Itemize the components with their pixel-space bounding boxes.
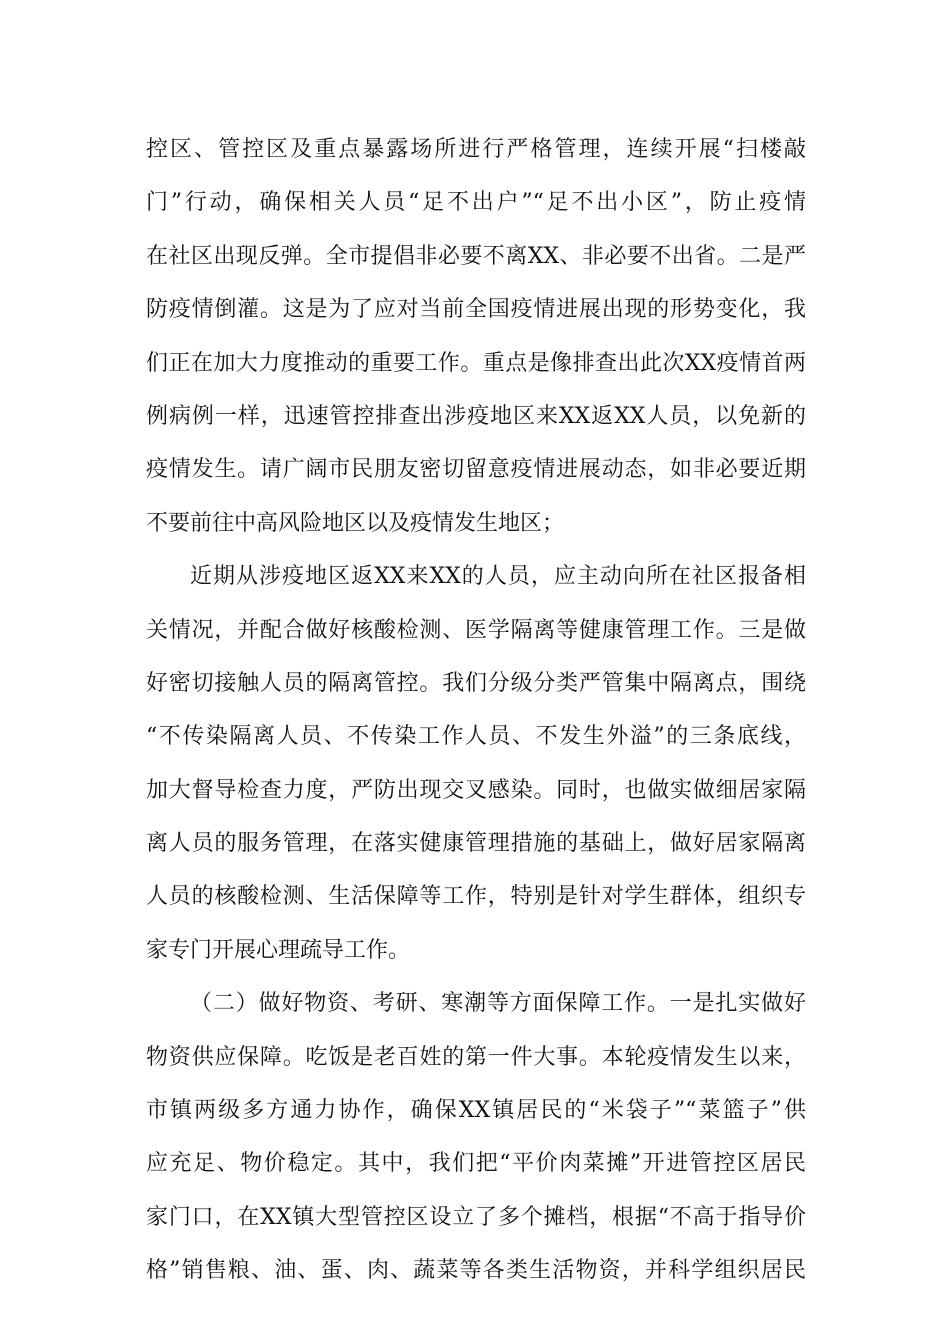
text-line: 离人员的服务管理，在落实健康管理措施的基础上，做好居家隔离 [146, 831, 806, 857]
text-line: 应充足、物价稳定。其中，我们把“平价肉菜摊”开进管控区居民 [146, 1151, 806, 1177]
text-line: （二）做好物资、考研、寒潮等方面保障工作。一是扎实做好 [190, 991, 806, 1017]
text-line: 疫情发生。请广阔市民朋友密切留意疫情进展动态，如非必要近期 [146, 457, 806, 483]
text-line: 加大督导检查力度，严防出现交叉感染。同时，也做实做细居家隔 [146, 777, 806, 803]
text-line: 人员的核酸检测、生活保障等工作，特别是针对学生群体，组织专 [146, 884, 806, 910]
text-line: 家门口，在XX镇大型管控区设立了多个摊档，根据“不高于指导价 [146, 1204, 806, 1230]
text-line: “不传染隔离人员、不传染工作人员、不发生外溢”的三条底线， [146, 724, 806, 750]
paragraph [146, 977, 806, 1297]
text-line: 好密切接触人员的隔离管控。我们分级分类严管集中隔离点，围绕 [146, 670, 806, 696]
body-text [146, 123, 806, 1298]
paragraph [146, 550, 806, 977]
text-line: 格”销售粮、油、蛋、肉、蔬菜等各类生活物资，并科学组织居民 [146, 1258, 806, 1284]
text-line: 家专门开展心理疏导工作。 [146, 937, 411, 963]
text-line: 不要前往中高风险地区以及疫情发生地区； [146, 510, 565, 536]
text-line: 关情况，并配合做好核酸检测、医学隔离等健康管理工作。三是做 [146, 617, 806, 643]
text-line: 防疫情倒灌。这是为了应对当前全国疫情进展出现的形势变化，我 [146, 297, 806, 323]
text-line: 物资供应保障。吃饭是老百姓的第一件大事。本轮疫情发生以来， [146, 1044, 806, 1070]
paragraph [146, 123, 806, 550]
text-line: 近期从涉疫地区返XX来XX的人员，应主动向所在社区报备相 [190, 564, 806, 590]
text-line: 们正在加大力度推动的重要工作。重点是像排查出此次XX疫情首两 [146, 350, 806, 376]
text-line: 例病例一样，迅速管控排查出涉疫地区来XX返XX人员，以免新的 [146, 403, 806, 429]
text-line: 市镇两级多方通力协作，确保XX镇居民的“米袋子”“菜篮子”供 [146, 1098, 806, 1124]
text-line: 在社区出现反弹。全市提倡非必要不离XX、非必要不出省。二是严 [146, 243, 806, 269]
text-line: 门”行动，确保相关人员“足不出户”“足不出小区”，防止疫情 [146, 190, 806, 216]
text-line: 控区、管控区及重点暴露场所进行严格管理，连续开展“扫楼敲 [146, 137, 806, 162]
